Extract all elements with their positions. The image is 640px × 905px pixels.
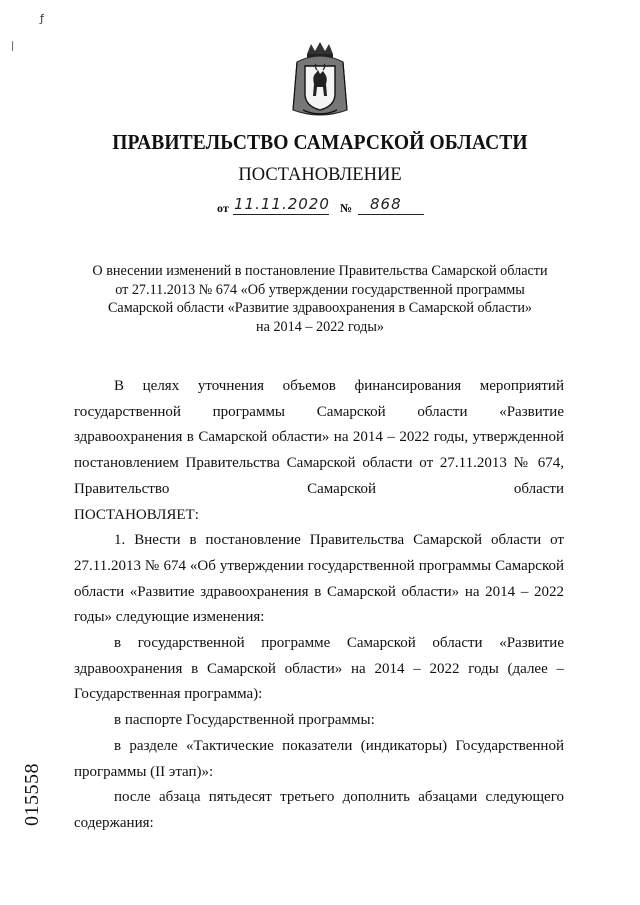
body-paragraph: в государственной программе Самарской области «Развитие здравоохранения в Самарской области» на 2014 – 2022 годы (далее – Государственная программа): [74,635,564,703]
date-underline [233,214,329,215]
subject-line: от 27.11.2013 № 674 «Об утверждении государственной программы [115,281,525,298]
date-value: 11.11.2020 [234,195,330,213]
body-paragraph: в паспорте Государственной программы: [114,712,375,729]
samara-coat-of-arms-icon [287,40,353,120]
body-paragraph-decree: ПОСТАНОВЛЯЕТ: [74,506,199,523]
document-body [74,374,564,837]
document-type: ПОСТАНОВЛЕНИЕ [238,165,402,185]
body-paragraph: 1. Внести в постановление Правительства Самарской области от 27.11.2013 № 674 «Об утверждении государственной программы Самарской области «Развитие здравоохранения в Самарской области» на 2014 – 2022 годы» следующие изменения: [74,532,564,626]
body-paragraph: после абзаца пятьдесят третьего дополнить абзацами следующего содержания: [74,789,564,831]
body-paragraph: в разделе «Тактические показатели (индикаторы) Государственной программы (II этап)»: [74,737,564,780]
date-label: от [217,201,229,215]
number-value: 868 [370,195,402,213]
body-paragraph: В целях уточнения объемов финансирования мероприятий государственной программы Самарской области «Развитие здравоохранения в Самарской области» на 2014 – 2022 годы, утвержденной постановлением Правительства Самарской области от 27.11.2013 № 674, Правительство Самарской области [74,378,564,497]
subject-line: Самарской области «Развитие здравоохранения в Самарской области» [107,300,533,316]
number-underline [358,214,424,215]
pen-mark: ⁄ [8,40,17,53]
document-subject [60,262,580,336]
organization-title: ПРАВИТЕЛЬСТВО САМАРСКОЙ ОБЛАСТИ [112,130,528,154]
serial-number: 015558 [21,763,43,826]
date-number-line [200,197,440,223]
pen-mark: ƒ [40,12,44,25]
subject-line: на 2014 – 2022 годы» [256,318,384,335]
number-label: № [340,201,353,215]
subject-line: О внесении изменений в постановление Правительства Самарской области [92,263,548,279]
